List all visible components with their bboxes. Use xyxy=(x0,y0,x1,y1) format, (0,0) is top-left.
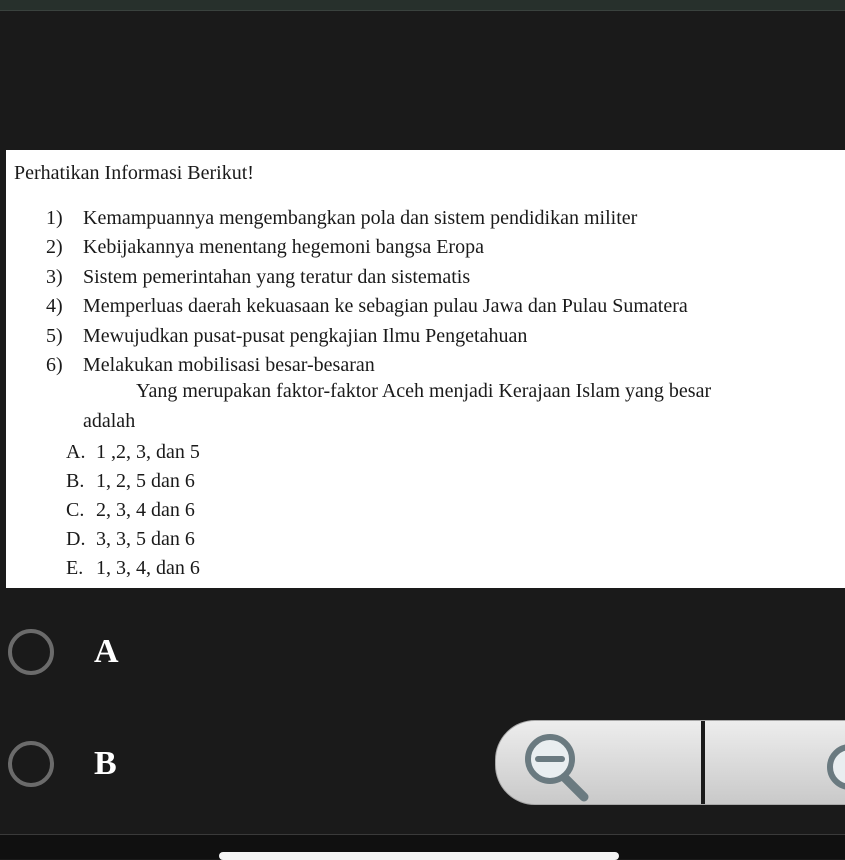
option-text: 1, 2, 5 dan 6 xyxy=(96,470,195,492)
info-item xyxy=(46,324,688,353)
option-item xyxy=(66,469,200,498)
zoom-in-button[interactable] xyxy=(826,743,845,803)
info-item xyxy=(46,294,688,323)
option-item xyxy=(66,498,200,527)
info-text: Mewujudkan pusat-pusat pengkajian Ilmu Pengetahuan xyxy=(83,324,528,347)
info-number: 3) xyxy=(46,265,63,288)
option-letter: C. xyxy=(66,499,85,521)
zoom-out-icon xyxy=(518,729,598,805)
option-letter: E. xyxy=(66,557,84,579)
answer-choice-a[interactable] xyxy=(8,624,308,680)
options-list xyxy=(66,440,200,585)
question-prompt: Yang merupakan faktor-faktor Aceh menjadi Kerajaan Islam yang besar xyxy=(136,380,712,402)
option-letter: B. xyxy=(66,470,85,492)
home-indicator[interactable] xyxy=(219,852,619,860)
info-text: Kebijakannya menentang hegemoni bangsa Eropa xyxy=(83,236,484,259)
zoom-controls xyxy=(495,720,845,805)
option-item xyxy=(66,527,200,556)
option-letter: D. xyxy=(66,528,86,550)
info-text: Melakukan mobilisasi besar-besaran xyxy=(83,353,375,376)
info-text: Memperluas daerah kekuasaan ke sebagian pulau Jawa dan Pulau Sumatera xyxy=(83,295,688,318)
info-number: 1) xyxy=(46,207,63,229)
option-text: 1 ,2, 3, dan 5 xyxy=(96,441,200,463)
option-item xyxy=(66,440,200,469)
option-text: 1, 3, 4, dan 6 xyxy=(96,557,200,579)
question-image xyxy=(6,150,845,588)
zoom-divider xyxy=(701,721,705,804)
info-item xyxy=(46,235,688,264)
info-item xyxy=(46,206,688,235)
answer-label: A xyxy=(94,633,119,670)
info-text: Sistem pemerintahan yang teratur dan sistematis xyxy=(83,265,471,288)
info-number: 2) xyxy=(46,236,63,259)
option-item xyxy=(66,556,200,585)
info-text: Kemampuannya mengembangkan pola dan sistem pendidikan militer xyxy=(83,207,638,229)
info-number: 5) xyxy=(46,324,63,347)
question-heading: Perhatikan Informasi Berikut! xyxy=(14,162,254,184)
info-item xyxy=(46,353,688,382)
option-text: 2, 3, 4 dan 6 xyxy=(96,499,195,521)
question-prompt-continued: adalah xyxy=(83,410,136,432)
zoom-in-icon xyxy=(826,743,845,803)
radio-button[interactable] xyxy=(8,741,54,787)
answer-label: B xyxy=(94,745,117,782)
info-number: 4) xyxy=(46,295,63,318)
option-text: 3, 3, 5 dan 6 xyxy=(96,528,195,550)
radio-button[interactable] xyxy=(8,629,54,675)
answer-choice-b[interactable] xyxy=(8,736,308,792)
info-list xyxy=(46,206,688,382)
zoom-out-button[interactable] xyxy=(518,729,598,805)
info-item xyxy=(46,265,688,294)
top-status-strip xyxy=(0,0,845,11)
option-letter: A. xyxy=(66,441,86,463)
info-number: 6) xyxy=(46,353,63,376)
